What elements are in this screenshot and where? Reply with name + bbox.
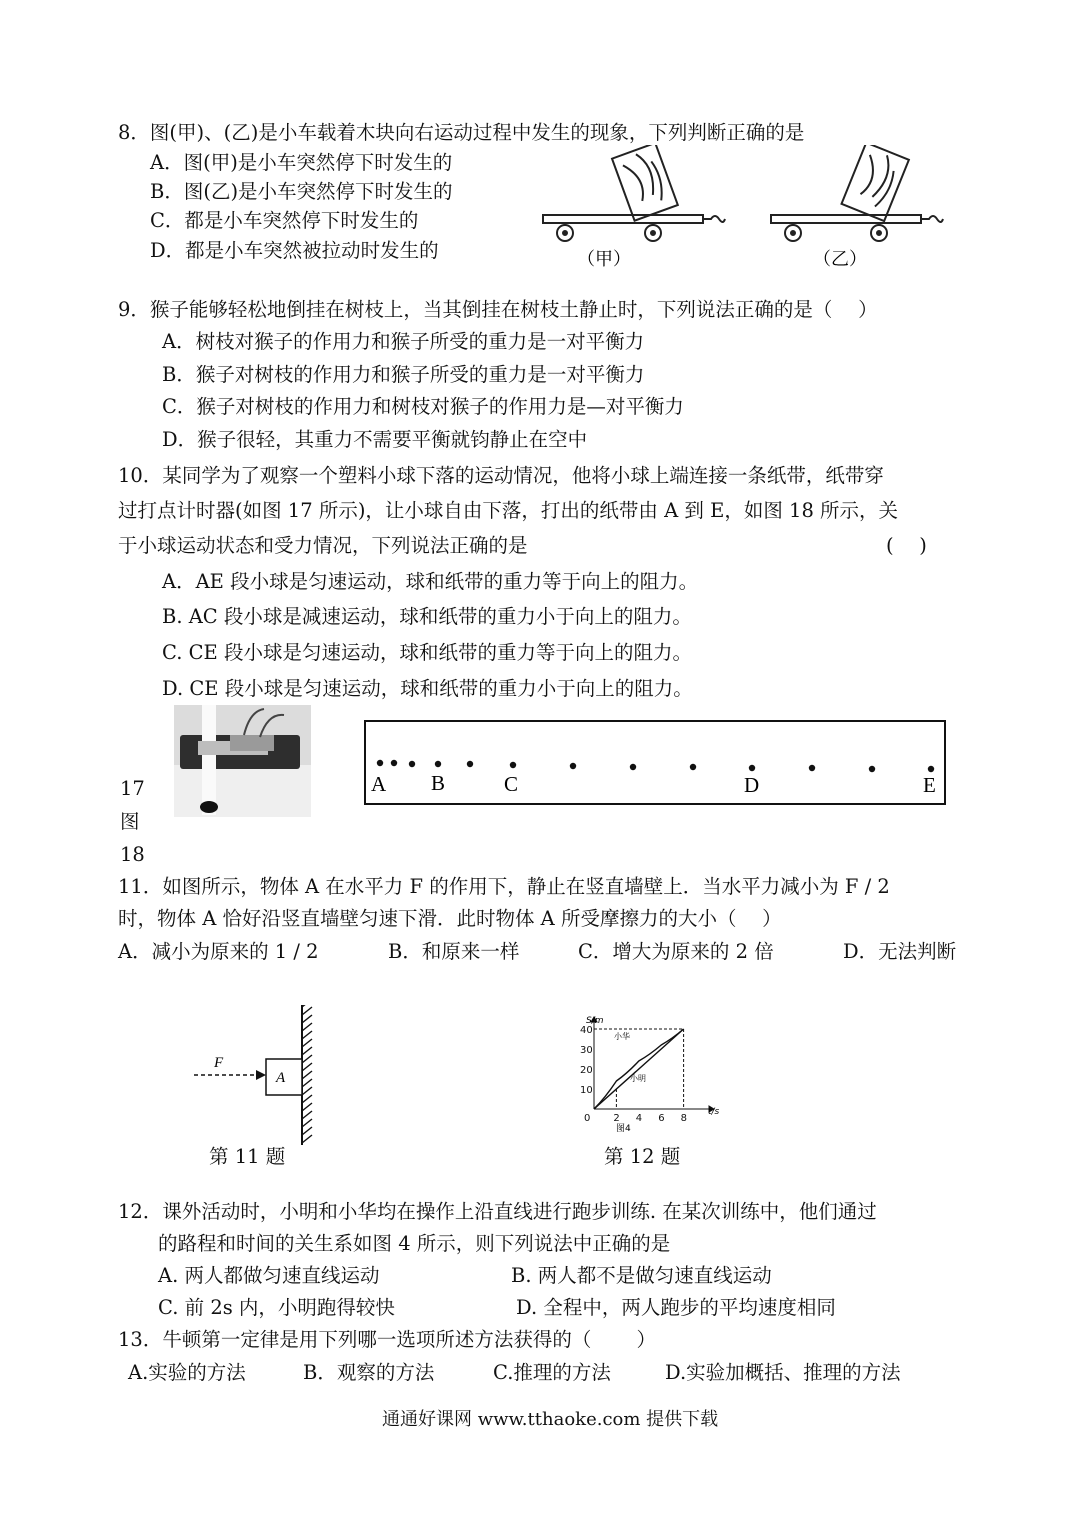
chart-ytick: 10: [580, 1085, 593, 1096]
tape-dot: [749, 765, 755, 771]
fig-label-jia: （甲）: [577, 249, 631, 270]
q10-option-c: C. CE 段小球是匀速运动，球和纸带的重力等于向上的阻力。: [162, 641, 692, 664]
q13-stem: 13．牛顿第一定律是用下列哪一选项所述方法获得的（ ）: [118, 1328, 657, 1351]
chart-xtick: 6: [658, 1113, 665, 1124]
tape-dot: [690, 764, 696, 770]
q8-option-b: B．图(乙)是小车突然停下时发生的: [150, 180, 453, 203]
q12-st-chart: [568, 1015, 728, 1139]
q12-stem-line-1: 12．课外活动时，小明和小华均在操作上沿直线进行跑步训练. 在某次训练中，他们通过: [118, 1200, 877, 1223]
q11-wall-figure: [190, 1005, 330, 1150]
q9-option-a: A．树枝对猴子的作用力和猴子所受的重力是一对平衡力: [162, 330, 645, 353]
chart-xtick: 8: [680, 1113, 687, 1124]
chart-xtick: 4: [635, 1113, 643, 1124]
chart-ytick: 30: [580, 1045, 593, 1056]
tape-dot: [467, 761, 473, 767]
tape-dot: [570, 763, 576, 769]
q9-option-c: C．猴子对树枝的作用力和树枝对猴子的作用力是—对平衡力: [162, 395, 684, 418]
q8-option-a: A．图(甲)是小车突然停下时发生的: [150, 151, 453, 174]
ticker-timer-photo: [174, 705, 311, 817]
tape-label-a: A: [371, 772, 387, 796]
q12-option-a: A. 两人都做匀速直线运动: [158, 1264, 380, 1287]
q10-answer-paren: ( ): [886, 534, 927, 557]
q12-option-d: D. 全程中，两人跑步的平均速度相同: [516, 1296, 836, 1319]
q11-stem-line-1: 11．如图所示，物体 A 在水平力 F 的作用下，静止在竖直墙壁上．当水平力减小为 F / 2: [118, 875, 890, 898]
q12-fig-caption: 第 12 题: [604, 1145, 681, 1168]
page-footer: 通通好课网 www.tthaoke.com 提供下载: [382, 1409, 719, 1430]
q10-option-b: B. AC 段小球是减速运动，球和纸带的重力小于向上的阻力。: [162, 605, 692, 628]
q11-stem-line-2: 时，物体 A 恰好沿竖直墙壁匀速下滑．此时物体 A 所受摩擦力的大小（ ）: [118, 907, 782, 930]
fig-caption-17: 17: [120, 777, 145, 800]
q13-option-b: B．观察的方法: [303, 1361, 435, 1384]
tape-label-d: D: [744, 773, 760, 797]
q10-stem-line-3: 于小球运动状态和受力情况，下列说法正确的是: [118, 534, 528, 557]
tape-label-b: B: [431, 771, 446, 795]
tape-dot: [377, 760, 383, 766]
q10-stem-line-2: 过打点计时器(如图 17 所示)，让小球自由下落，打出的纸带由 A 到 E，如图 18 所示，关: [118, 499, 899, 522]
tape-dot: [435, 761, 441, 767]
tape-dot: [869, 766, 875, 772]
tape-dot: [809, 765, 815, 771]
chart-xtick: 0: [584, 1113, 591, 1124]
q8-cart-figure: [535, 145, 965, 275]
tape-dot: [630, 764, 636, 770]
chart-series-line-xiaoming: [594, 1029, 684, 1109]
q9-stem: 9．猴子能够轻松地倒挂在树枝上，当其倒挂在树枝土静止时，下列说法正确的是（ ）: [118, 298, 878, 321]
block-label: A: [276, 1070, 286, 1086]
q11-option-b: B．和原来一样: [388, 940, 520, 963]
q9-option-d: D．猴子很轻，其重力不需要平衡就钧静止在空中: [162, 428, 588, 451]
q8-option-d: D．都是小车突然被拉动时发生的: [150, 239, 439, 262]
q10-stem-line-1: 10．某同学为了观察一个塑料小球下落的运动情况，他将小球上端连接一条纸带，纸带穿: [118, 464, 884, 487]
cart-jia: [543, 145, 725, 241]
chart-series-label-xiaohua: 小华: [614, 1032, 630, 1041]
q9-option-b: B．猴子对树枝的作用力和猴子所受的重力是一对平衡力: [162, 363, 645, 386]
q11-fig-caption: 第 11 题: [209, 1145, 286, 1168]
q10-option-a: A．AE 段小球是匀速运动，球和纸带的重力等于向上的阻力。: [162, 570, 699, 593]
q12-option-c: C. 前 2s 内，小明跑得较快: [158, 1296, 395, 1319]
chart-xlabel: t/s: [708, 1107, 720, 1117]
q13-option-d: D.实验加概括、推理的方法: [665, 1361, 901, 1384]
q11-option-d: D．无法判断: [843, 940, 957, 963]
cart-yi: [771, 145, 943, 241]
chart-series-label-xiaoming: 小明: [630, 1074, 646, 1083]
q11-option-c: C．增大为原来的 2 倍: [578, 940, 774, 963]
chart-fig-name: 图4: [616, 1124, 631, 1134]
chart-ytick: 40: [580, 1025, 593, 1036]
chart-ytick: 20: [580, 1065, 593, 1076]
q8-option-c: C．都是小车突然停下时发生的: [150, 209, 419, 232]
fig-caption-tu: 图: [120, 810, 140, 833]
chart-ylabel: S/m: [586, 1016, 604, 1026]
force-label: F: [214, 1055, 224, 1071]
tape-dot: [409, 761, 415, 767]
q12-stem-line-2: 的路程和时间的关生系如图 4 所示，则下列说法中正确的是: [158, 1232, 671, 1255]
tape-label-c: C: [504, 772, 519, 796]
paper-tape-dots: [364, 720, 946, 805]
fig-caption-18: 18: [120, 843, 145, 866]
q13-option-c: C.推理的方法: [493, 1361, 611, 1384]
fig-label-yi: （乙）: [813, 249, 867, 270]
tape-dot: [510, 762, 516, 768]
tape-label-e: E: [923, 773, 936, 797]
q12-option-b: B. 两人都不是做匀速直线运动: [511, 1264, 772, 1287]
q13-option-a: A.实验的方法: [128, 1361, 246, 1384]
q10-option-d: D. CE 段小球是匀速运动，球和纸带的重力小于向上的阻力。: [162, 677, 693, 700]
chart-xtick: 2: [613, 1113, 620, 1124]
tape-dot: [928, 766, 934, 772]
tape-dot: [391, 760, 397, 766]
q8-stem: 8．图(甲)、(乙)是小车载着木块向右运动过程中发生的现象，下列判断正确的是: [118, 121, 805, 144]
q11-option-a: A．减小为原来的 1 / 2: [118, 940, 319, 963]
